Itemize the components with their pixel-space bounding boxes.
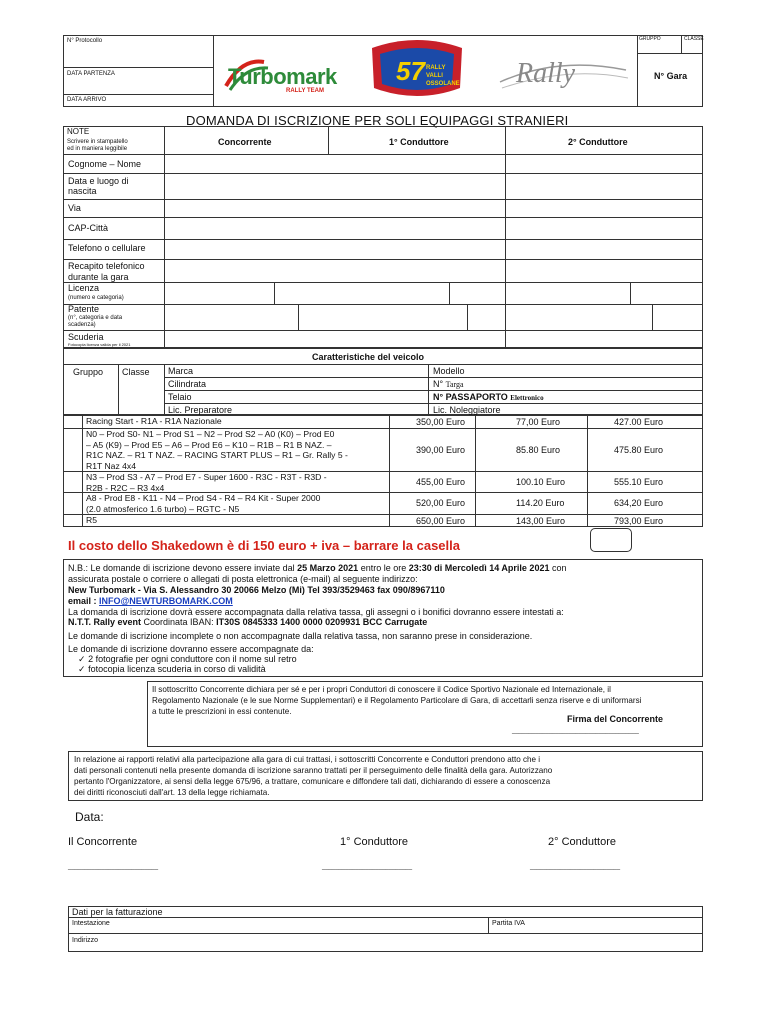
fee-class-text: N3 – Prod S3 - A7 – Prod E7 - Super 1600 - R3C - R3T - R3D - — [86, 472, 327, 482]
row-data-luogo-label-2: nascita — [68, 186, 97, 196]
nb-line-8: Le domande di iscrizione dovranno essere accompagnate da: — [68, 644, 314, 654]
vehicle-gruppo-label: Gruppo — [73, 367, 104, 377]
fee-base-amount: 390,00 Euro — [416, 444, 466, 455]
vehicle-targa-label: N° Targa — [433, 379, 464, 389]
signature-conduttore-2-label: 2° Conduttore — [548, 836, 616, 848]
protocollo-label: N° Protocollo — [67, 38, 103, 44]
fee-class-text: R1T Naz 4x4 — [86, 460, 136, 471]
row-recapito-label-2: durante la gara — [68, 272, 129, 282]
fee-base-amount: 650,00 Euro — [416, 515, 466, 526]
firma-concorrente-label: Firma del Concorrente — [567, 714, 664, 724]
checkmark-icon: ✓ — [78, 654, 86, 664]
fee-class-text: N0 – Prod S0- N1 – Prod S1 – N2 – Prod S2 – A0 (K0) – Prod E0 — [86, 429, 335, 439]
checkmark-icon: ✓ — [78, 664, 86, 674]
ntt-rally-logo: Rally — [498, 52, 630, 98]
vehicle-lic-noleggiatore-label: Lic. Noleggiatore — [433, 405, 501, 415]
fee-class-text: R1C NAZ. – R1 T NAZ. – RACING START PLUS – R1 – Gr. Rally 5 - — [86, 450, 348, 460]
fee-iva-amount: 114.20 Euro — [516, 498, 565, 508]
fee-class-text: (2.0 atmosferico 1.6 turbo) – RGTC - N5 — [86, 503, 240, 514]
fee-class-text: A8 - Prod E8 - K11 - N4 – Prod S4 - R4 – R4 Kit - Super 2000 — [86, 493, 321, 503]
fee-iva-amount: 100.10 Euro — [516, 476, 566, 487]
row-cap-label: CAP-Città — [68, 223, 109, 233]
fee-total-amount: 427.00 Euro — [614, 416, 664, 427]
billing-title: Dati per la fatturazione — [72, 907, 163, 917]
fee-total-amount: 793,00 Euro — [614, 515, 664, 526]
nb-email-row: email : INFO@NEWTURBOMARK.COM — [68, 596, 233, 606]
firma-concorrente-line[interactable]: ______________________________________ — [512, 728, 639, 734]
privacy-line-1: In relazione ai rapporti relativi alla partecipazione alla gara di cui trattasi, i sottoscritti Concorrente e Conduttori prendono atto che i — [74, 755, 541, 764]
shakedown-checkbox[interactable] — [590, 528, 632, 552]
privacy-line-2: dati personali contenuti nella presente domanda di iscrizione saranno trattati per il perseguimento delle finalità della gara. Autorizzano — [74, 766, 553, 775]
nb-line-5: La domanda di iscrizione dovrà essere accompagnata dalla relativa tassa, gli assegni o i bonifici dovranno essere intestati a: — [68, 607, 564, 617]
privacy-line-4: dei diritti riconosciuti dall'art. 13 della legge richiamata. — [74, 788, 270, 797]
row-via-label: Via — [68, 203, 81, 213]
nb-line-6: N.T.T. Rally event Coordinata IBAN: IT30S 0845333 1400 0000 0209931 BCC Carrugate — [68, 617, 428, 627]
note-text-2: ed in maniera leggibile — [67, 146, 128, 152]
signature-conduttore-1-label: 1° Conduttore — [340, 836, 408, 848]
fee-class-text: – A5 (K9) – Prod E5 – A6 – Prod E6 – K10 – R1B – R1 B NAZ. – — [86, 439, 332, 450]
declaration-line-1: Il sottoscritto Concorrente dichiara per sé e per i propri Conduttori di conoscere il Codice Sportivo Nazionale ed Internazionale, il — [152, 685, 611, 694]
vehicle-title: Caratteristiche del veicolo — [312, 352, 425, 362]
fee-total-amount: 634,20 Euro — [614, 498, 664, 508]
column-conduttore-2: 2° Conduttore — [568, 137, 628, 147]
signature-conduttore-1-line[interactable]: ___________________________ — [322, 864, 413, 870]
billing-box — [68, 906, 703, 952]
fee-total-amount: 555.10 Euro — [614, 476, 664, 487]
row-recapito-label-1: Recapito telefonico — [68, 261, 145, 271]
shakedown-notice: Il costo dello Shakedown è di 150 euro + iva – barrare la casella — [68, 538, 460, 553]
row-patente-sub-2: scadenza) — [68, 322, 96, 328]
row-cognome-label: Cognome – Nome — [68, 159, 142, 169]
fee-base-amount: 350,00 Euro — [416, 416, 466, 427]
form-table — [63, 126, 703, 348]
fee-base-amount: 455,00 Euro — [416, 476, 466, 487]
row-licenza-sub: (numero e categoria) — [68, 295, 124, 301]
nb-line-3: New Turbomark - Via S. Alessandro 30 20066 Melzo (Mi) Tel 393/3529463 fax 090/8967110 — [68, 585, 445, 595]
vehicle-cilindrata-label: Cilindrata — [168, 379, 207, 389]
billing-indirizzo-label: Indirizzo — [72, 937, 99, 944]
turbomark-logo: Turbomark RALLY TEAM — [222, 48, 342, 98]
fee-base-amount: 520,00 Euro — [416, 498, 466, 508]
email-link[interactable]: INFO@NEWTURBOMARK.COM — [99, 596, 233, 606]
vehicle-modello-label: Modello — [433, 366, 465, 376]
signature-concorrente-line[interactable]: ___________________________ — [68, 864, 159, 870]
fee-iva-amount: 77,00 Euro — [516, 416, 561, 427]
row-data-luogo-label-1: Data e luogo di — [68, 176, 129, 186]
fee-iva-amount: 143,00 Euro — [516, 515, 566, 526]
gruppo-small-label: GRUPPO — [639, 36, 661, 42]
note-text-1: Scrivere in stampatello — [67, 139, 128, 145]
classe-small-label: CLASSE — [684, 36, 704, 42]
data-arrivo-label: DATA ARRIVO — [67, 97, 107, 103]
column-concorrente: Concorrente — [218, 137, 272, 147]
nb-line-2: assicurata postale o corriere o allegati di posta elettronica (e-mail) al seguente indirizzo: — [68, 574, 418, 584]
fee-class-text: R5 — [86, 515, 97, 525]
nb-line-1: N.B.: Le domande di iscrizione devono essere inviate dal 25 Marzo 2021 entro le ore 23:30 di Mercoledì 14 Aprile 2021 con — [68, 563, 567, 573]
billing-intestazione-label: Intestazione — [72, 920, 110, 927]
signature-concorrente-label: Il Concorrente — [68, 836, 138, 848]
row-patente-sub-1: (n°, categoria e data — [68, 315, 123, 321]
fee-class-text: Racing Start - R1A - R1A Nazionale — [86, 416, 222, 426]
nb-bullet-1: ✓ 2 fotografie per ogni conduttore con il nome sul retro — [78, 654, 297, 664]
declaration-line-2: Regolamento Nazionale (e le sue Norme Supplementari) e il Regolamento Particolare di Gara, di accettarli senza riserve e di uniformarsi — [152, 696, 642, 705]
column-conduttore-1: 1° Conduttore — [389, 137, 449, 147]
vehicle-marca-label: Marca — [168, 366, 194, 376]
billing-partita-iva-label: Partita IVA — [492, 920, 525, 927]
data-partenza-label: DATA PARTENZA — [67, 71, 115, 77]
page-title: DOMANDA DI ISCRIZIONE PER SOLI EQUIPAGGI STRANIERI — [186, 113, 569, 128]
nb-bullet-2: ✓ fotocopia licenza scuderia in corso di validità — [78, 664, 266, 674]
row-scuderia-sub: Fotocopia licenza valida per il 2021 — [68, 342, 131, 347]
row-scuderia-label: Scuderia — [68, 332, 104, 342]
gara-number-label: N° Gara — [654, 71, 688, 81]
row-telefono-label: Telefono o cellulare — [68, 243, 146, 253]
signature-conduttore-2-line[interactable]: ___________________________ — [530, 864, 621, 870]
fee-iva-amount: 85.80 Euro — [516, 444, 561, 455]
data-label: Data: — [75, 810, 104, 824]
privacy-line-3: pertanto l'Organizzatore, ai sensi della legge 675/96, a trattare, comunicare e diffondere tali dati, dichiarando di essere a conoscenza — [74, 777, 551, 786]
rally-valli-ossolane-logo: 57 RALLY VALLI OSSOLANE — [362, 38, 472, 102]
vehicle-lic-preparatore-label: Lic. Preparatore — [168, 405, 233, 415]
vehicle-passaporto-label: N° PASSAPORTO Elettronico — [433, 392, 544, 402]
vehicle-telaio-label: Telaio — [168, 392, 192, 402]
vehicle-classe-label: Classe — [122, 367, 150, 377]
fee-class-text: R2B - R2C – R3 4x4 — [86, 482, 165, 493]
note-label: NOTE — [67, 127, 90, 136]
fee-total-amount: 475.80 Euro — [614, 444, 664, 455]
declaration-line-3: a tutte le prescrizioni in essi contenute. — [152, 707, 292, 716]
row-licenza-label: Licenza — [68, 283, 100, 293]
nb-line-7: Le domande di iscrizione incomplete o non accompagnate dalla relativa tassa, non saranno prese in considerazione. — [68, 631, 533, 641]
row-patente-label: Patente — [68, 304, 100, 314]
